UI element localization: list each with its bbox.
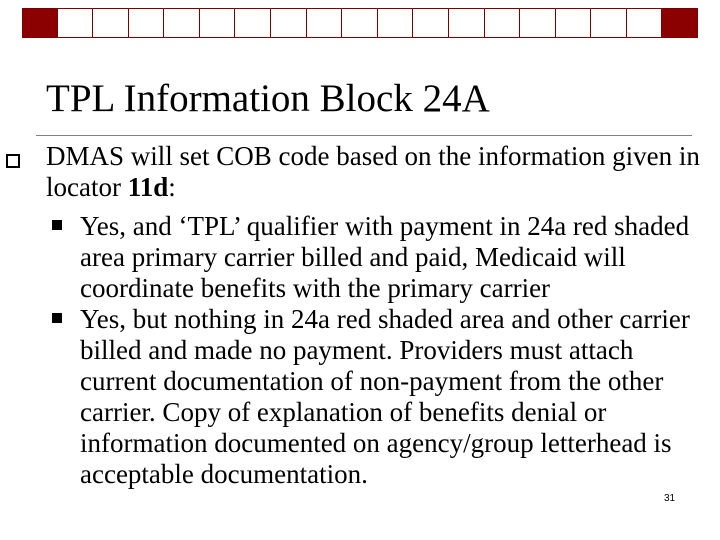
header-cell xyxy=(22,9,58,37)
header-cell xyxy=(342,9,378,37)
header-cell xyxy=(200,9,236,37)
sub-bullet-text: Yes, and ‘TPL’ qualifier with payment in 24a red shaded area primary carrier billed and paid, Medicaid will coordinate benefits with the primary carrier xyxy=(80,211,690,303)
main-bullet-text-end: : xyxy=(168,172,176,202)
sub-bullet-text: Yes, but nothing in 24a red shaded area and other carrier billed and made no payment. Providers must attach current documentation of non-payment from the other carrier. Copy of explanation of benefits denial or information documented on agency/group letterhead is acceptable documentation. xyxy=(80,304,690,489)
header-cell xyxy=(271,9,307,37)
header-cell xyxy=(58,9,94,37)
header-cell xyxy=(235,9,271,37)
header-cell xyxy=(662,9,698,37)
main-bullet-text-start: DMAS will set COB code based on the information given in locator xyxy=(46,141,700,202)
filled-square-icon xyxy=(52,220,62,230)
header-cell xyxy=(93,9,129,37)
header-cell xyxy=(485,9,521,37)
list-item xyxy=(46,211,716,304)
header-cell xyxy=(307,9,343,37)
header-cell xyxy=(591,9,627,37)
header-cell xyxy=(449,9,485,37)
list-item xyxy=(46,304,716,490)
decorative-header-grid xyxy=(22,8,698,38)
hollow-square-icon xyxy=(6,154,20,168)
header-cell xyxy=(129,9,165,37)
header-cell xyxy=(413,9,449,37)
slide-title: TPL Information Block 24A xyxy=(46,77,490,120)
header-cell xyxy=(164,9,200,37)
filled-square-icon xyxy=(52,313,62,323)
header-cell xyxy=(520,9,556,37)
locator-code: 11d xyxy=(127,172,169,202)
sub-bullet-list xyxy=(46,211,716,490)
header-cell xyxy=(627,9,663,37)
header-cell xyxy=(378,9,414,37)
slide-number: 31 xyxy=(664,493,676,504)
main-bullet-text xyxy=(46,141,706,203)
title-divider xyxy=(36,135,692,136)
header-cell xyxy=(556,9,592,37)
